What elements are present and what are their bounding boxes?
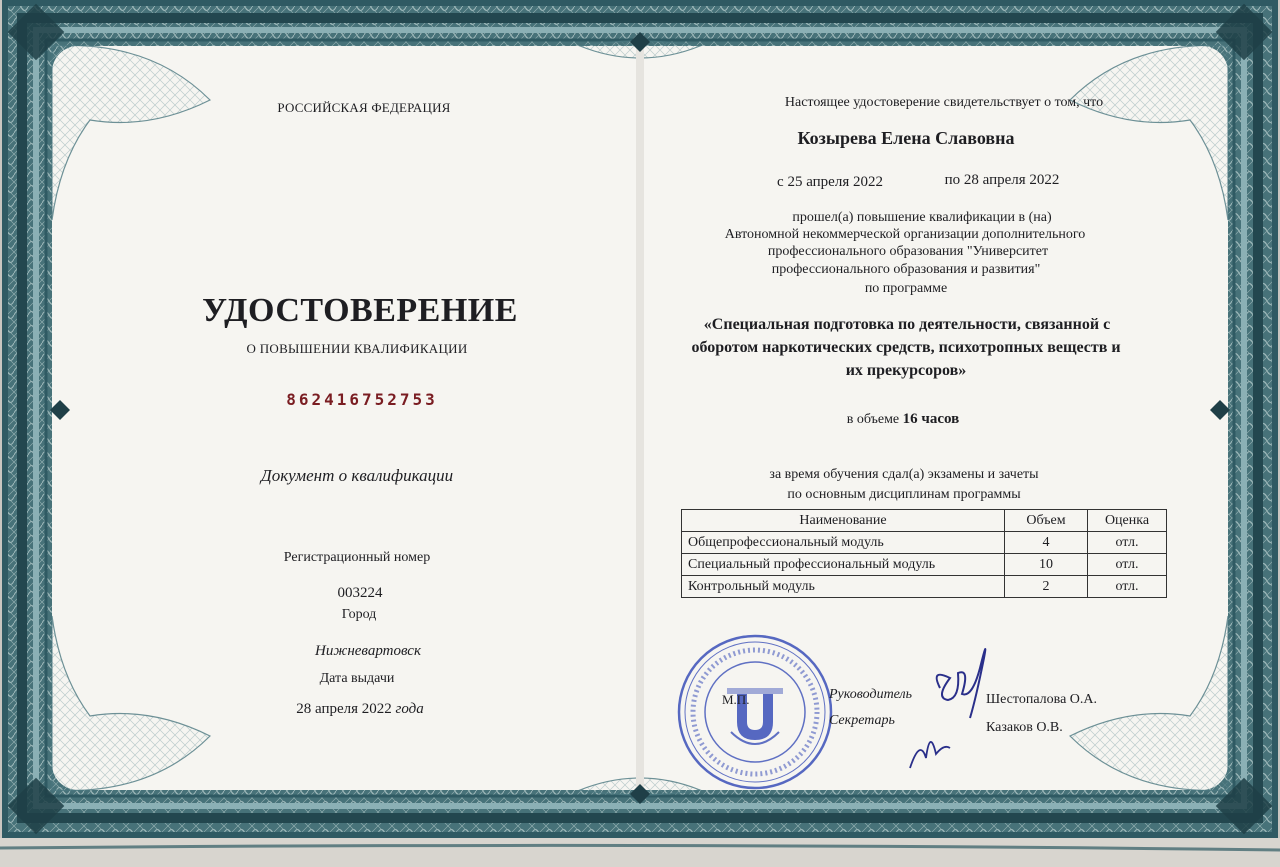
director-role: Руководитель <box>829 687 913 702</box>
table-header-row <box>682 510 1167 532</box>
module-name: Специальный профессиональный модуль <box>682 554 1005 576</box>
organization-line: профессионального образования "Университет <box>767 244 1049 259</box>
table-row <box>682 554 1167 576</box>
country-heading: РОССИЙСКАЯ ФЕДЕРАЦИЯ <box>277 100 451 115</box>
registration-label: Регистрационный номер <box>283 550 431 565</box>
module-volume: 4 <box>1005 532 1088 554</box>
module-grade: отл. <box>1088 576 1167 598</box>
stamp-label: М.П. <box>722 692 750 707</box>
module-grade: отл. <box>1088 554 1167 576</box>
program-name-line: оборотом наркотических средств, психотропных веществ и <box>691 339 1121 356</box>
program-name-line: «Специальная подготовка по деятельности, связанной с <box>703 316 1111 333</box>
passed-text: прошел(а) повышение квалификации в (на) <box>792 210 1052 225</box>
issue-date-suffix: года <box>395 701 424 717</box>
col-header-grade: Оценка <box>1088 510 1167 532</box>
organization-line: Автономной некоммерческой организации дополнительного <box>724 227 1086 242</box>
volume-prefix: в объеме <box>846 412 900 427</box>
date-from: с 25 апреля 2022 <box>777 174 883 190</box>
intro-text: Настоящее удостоверение свидетельствует о том, что <box>784 95 1104 110</box>
volume-text <box>847 411 960 428</box>
program-label: по программе <box>864 281 948 296</box>
table-row <box>682 576 1167 598</box>
volume-value: 16 часов <box>902 411 960 427</box>
exams-line: по основным дисциплинам программы <box>787 487 1021 502</box>
issue-date <box>296 701 424 718</box>
issue-date-label: Дата выдачи <box>319 671 395 686</box>
serial-number: 862416752753 <box>286 390 438 409</box>
registration-number: 003224 <box>337 585 383 601</box>
organization-line: профессионального образования и развития" <box>771 262 1041 277</box>
date-to: по 28 апреля 2022 <box>944 172 1060 188</box>
certificate-title: УДОСТОВЕРЕНИЕ <box>202 292 518 329</box>
organization-seal <box>675 632 835 792</box>
module-grade: отл. <box>1088 532 1167 554</box>
document-type: Документ о квалификации <box>260 466 454 485</box>
grades-table <box>681 509 1167 598</box>
col-header-volume: Объем <box>1005 510 1088 532</box>
exams-line: за время обучения сдал(а) экзамены и зачеты <box>769 467 1039 482</box>
module-volume: 10 <box>1005 554 1088 576</box>
city-value: Нижневартовск <box>315 643 421 659</box>
secretary-name: Казаков О.В. <box>986 720 1063 735</box>
col-header-name: Наименование <box>682 510 1005 532</box>
certificate-subtitle: О ПОВЫШЕНИИ КВАЛИФИКАЦИИ <box>246 341 468 356</box>
director-name: Шестопалова О.А. <box>986 692 1098 707</box>
issue-date-value: 28 апреля 2022 <box>296 701 392 717</box>
secretary-role: Секретарь <box>829 713 895 728</box>
program-name-line: их прекурсоров» <box>845 362 967 379</box>
table-row <box>682 532 1167 554</box>
city-label: Город <box>341 607 377 622</box>
module-name: Общепрофессиональный модуль <box>682 532 1005 554</box>
module-volume: 2 <box>1005 576 1088 598</box>
module-name: Контрольный модуль <box>682 576 1005 598</box>
person-name: Козырева Елена Славовна <box>797 128 1015 148</box>
